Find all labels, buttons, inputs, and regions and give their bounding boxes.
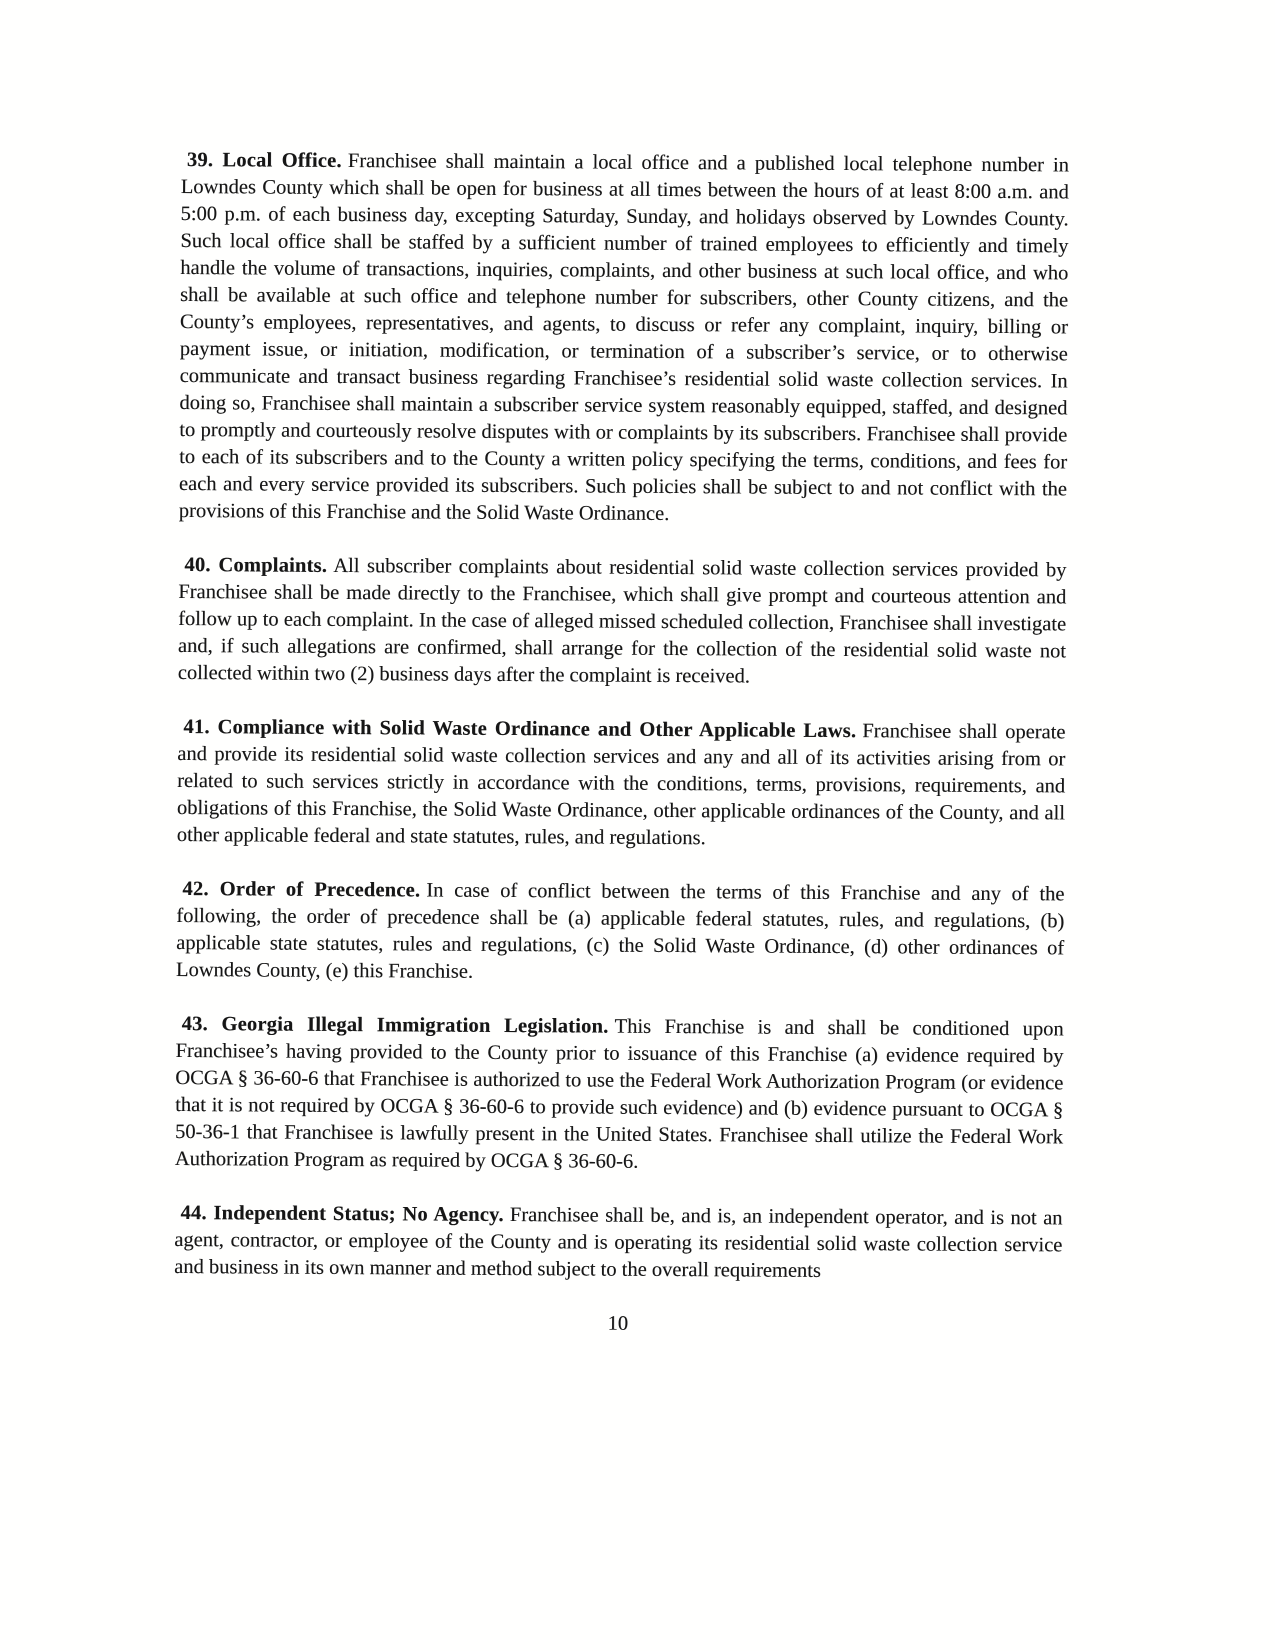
section-body: Franchisee shall operate and provide its residential solid waste collection services and any and all of its activities arising from or related to such services strictly in accordance with the conditions, terms, provisions, requirements, and obligations of this Franchise, the Solid Waste Ordinance, other applicable ordinances of the County, and all other applicable federal and state statutes, rules, and regulations. [176,720,1066,850]
section-41-compliance [177,714,1066,854]
section-body: Franchisee shall maintain a local office and a published local telephone number in Lowndes County which shall be open for business at all times between the hours of at least 8:00 a.m. and 5:00 p.m. of each business day, excepting Saturday, Sunday, and holidays observed by Lowndes County. Such local office shall be staffed by a sufficient number of trained employees to efficiently and timely handle the volume of transactions, inquiries, complaints, and other business at such local office, and who shall be available at such office and telephone number for subscribers, other County citizens, and the County’s employees, representatives, and agents, to discuss or refer any complaint, inquiry, billing or payment issue, or initiation, modification, or termination of a subscriber’s service, or to otherwise communicate and transact business regarding Franchisee’s residential solid waste collection services. In doing so, Franchisee shall maintain a subscriber service system reasonably equipped, staffed, and designed to promptly and courteously resolve disputes with or complaints by its subscribers. Franchisee shall provide to each of its subscribers and to the County a written policy specifying the terms, conditions, and fees for each and every service provided its subscribers. Such policies shall be subject to and not conflict with the provisions of this Franchise and the Solid Waste Ordinance. [178,150,1069,525]
section-heading: 44. Independent Status; No Agency. [180,1202,504,1226]
section-heading: 42. Order of Precedence. [182,878,421,902]
section-heading: 39. Local Office. [186,149,342,172]
section-heading: 40. Complaints. [184,554,328,577]
section-44-independent-status [174,1200,1062,1286]
section-heading: 43. Georgia Illegal Immigration Legislation. [181,1013,609,1038]
section-body: This Franchise is and shall be conditioned upon Franchisee’s having provided to the County prior to issuance of this Franchise (a) evidence required by OCGA § 36-60-6 that Franchisee is authorized to use the Federal Work Authorization Program (or evidence that it is not required by OCGA § 36-60-6 to provide such evidence) and (b) evidence pursuant to OCGA § 50-36-1 that Franchisee is lawfully present in the United States. Franchisee shall utilize the Federal Work Authorization Program as required by OCGA § 36-60-6. [174,1015,1064,1173]
section-40-complaints [178,552,1067,692]
section-39-local-office [179,147,1069,530]
section-43-georgia-immigration [175,1011,1064,1178]
section-body: In case of conflict between the terms of this Franchise and any of the following, the order of precedence shall be (a) applicable federal statutes, rules, and regulations, (b) applicable state statutes, rules and regulations, (c) the Solid Waste Ordinance, (d) other ordinances of Lowndes County, (e) this Franchise. [175,879,1065,983]
section-heading: 41. Compliance with Solid Waste Ordinance and Other Applicable Laws. [183,716,857,743]
section-body: Franchisee shall be, and is, an independent operator, and is not an agent, contractor, or employee of the County and is operating its residential solid waste collection service and business in its own manner and method subject to the overall requirements [174,1204,1063,1282]
section-42-order-of-precedence [176,876,1065,989]
page-number: 10 [607,1312,629,1335]
document-text-block [174,147,1069,1340]
section-body: All subscriber complaints about residential solid waste collection services provided by Franchisee shall be made directly to the Franchisee, which shall give prompt and courteous attention and follow up to each complaint. In the case of alleged missed scheduled collection, Franchisee shall investigate and, if such allegations are confirmed, shall arrange for the collection of the residential solid waste not collected within two (2) business days after the complaint is received. [177,554,1067,688]
